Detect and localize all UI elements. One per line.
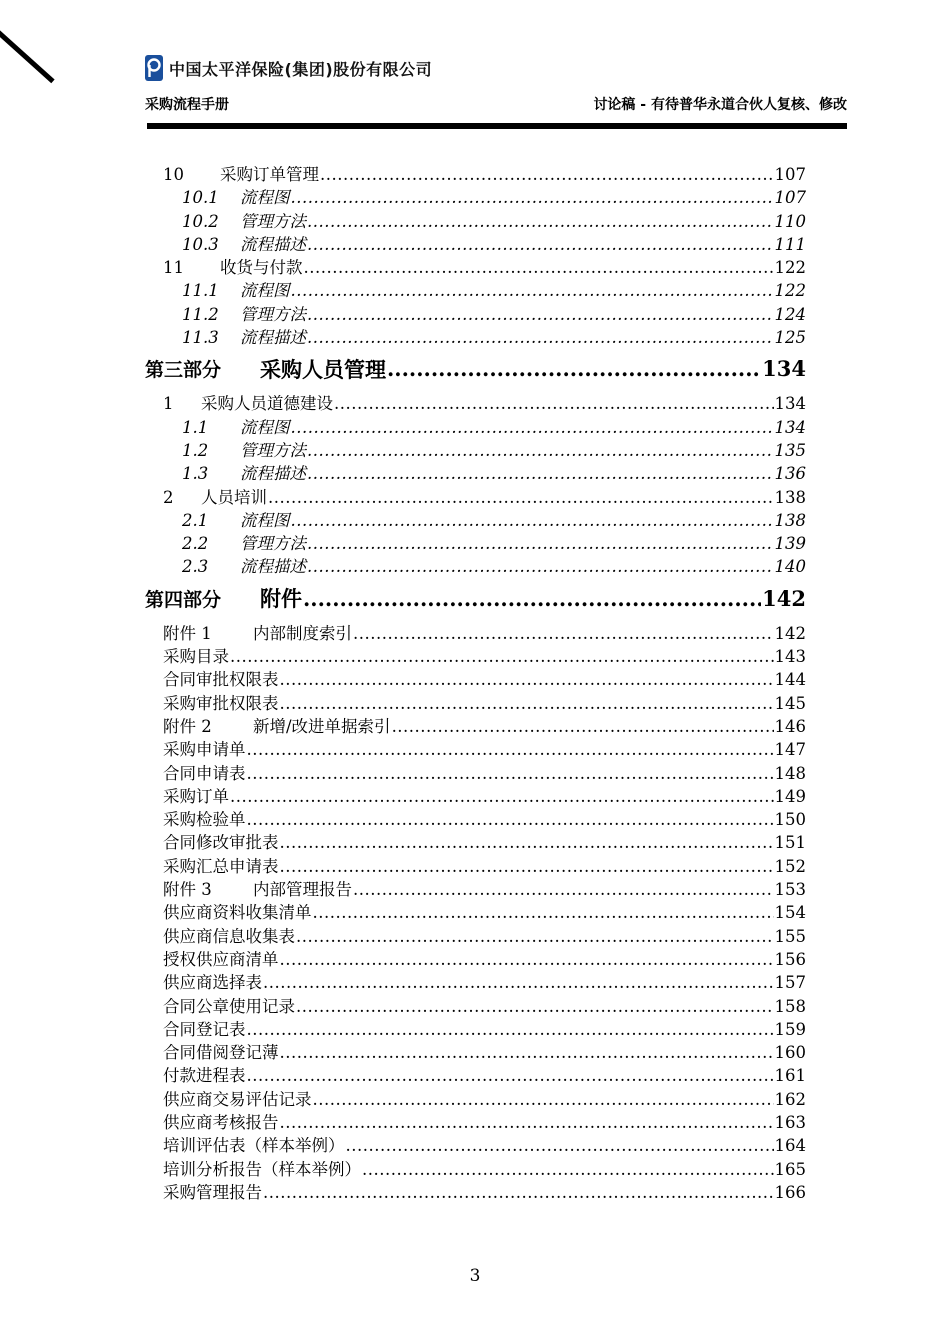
dot-leader	[263, 1183, 774, 1202]
toc-entry-page: 142	[774, 623, 806, 643]
toc-entry-title: 流程图	[240, 281, 290, 301]
dot-leader	[307, 441, 774, 460]
dot-leader	[362, 1160, 774, 1179]
toc-entry-title: 管理方法	[240, 440, 306, 460]
toc-entry-title: 流程图	[240, 417, 290, 437]
dot-leader	[268, 488, 774, 507]
dot-leader	[392, 717, 774, 736]
toc-entry-title: 付款进程表	[163, 1066, 246, 1086]
toc-entry-number: 2.1	[182, 510, 209, 530]
dot-leader	[280, 694, 774, 713]
toc-entry[interactable]	[145, 923, 806, 946]
dot-leader	[307, 534, 774, 553]
toc-entry-page: 110	[774, 211, 806, 231]
toc-entry[interactable]	[145, 1016, 806, 1039]
toc-entry[interactable]	[145, 806, 806, 829]
toc-entry[interactable]	[145, 390, 806, 413]
toc-entry-page: 134	[774, 417, 806, 437]
toc-entry-title: 合同登记表	[163, 1019, 246, 1039]
toc-entry-title: 采购审批权限表	[163, 693, 279, 713]
toc-entry-page: 139	[774, 534, 806, 554]
dot-leader	[280, 1043, 774, 1062]
toc-entry-title: 合同审批权限表	[163, 670, 279, 690]
toc-entry-page: 154	[774, 903, 806, 923]
toc-entry-page: 156	[774, 949, 806, 969]
toc-entry[interactable]	[145, 507, 806, 530]
toc-entry-number: 2.2	[182, 534, 209, 554]
toc-entry-page: 135	[774, 440, 806, 460]
toc-entry-page: 158	[774, 996, 806, 1016]
toc-entry[interactable]	[145, 1132, 806, 1155]
toc-entry[interactable]	[145, 301, 806, 324]
toc-entry[interactable]	[145, 620, 806, 643]
toc-entry[interactable]	[145, 277, 806, 300]
dot-leader	[307, 464, 774, 483]
dot-leader	[291, 511, 774, 530]
toc-entry-title: 流程描述	[240, 234, 306, 254]
dot-leader	[307, 557, 774, 576]
toc-entry-page: 164	[774, 1136, 806, 1156]
toc-entry-page: 124	[774, 304, 806, 324]
toc-entry[interactable]	[145, 324, 806, 347]
toc-entry[interactable]	[145, 853, 806, 876]
toc-entry-page: 151	[774, 833, 806, 853]
toc-entry-title: 供应商信息收集表	[163, 926, 295, 946]
toc-entry-title: 合同申请表	[163, 763, 246, 783]
toc-entry-title: 内部管理报告	[253, 880, 352, 900]
toc-entry-number: 1.2	[182, 440, 209, 460]
toc-entry[interactable]	[145, 254, 806, 277]
toc-entry-number: 11.3	[182, 328, 219, 348]
toc-entry-page: 134	[762, 356, 806, 382]
toc-entry-title: 流程图	[240, 188, 290, 208]
toc-entry-page: 152	[774, 856, 806, 876]
toc-entry-title: 供应商交易评估记录	[163, 1089, 312, 1109]
toc-entry[interactable]	[145, 1156, 806, 1179]
toc-entry-number: 10.1	[182, 188, 219, 208]
toc-entry-page: 134	[774, 394, 806, 414]
toc-entry-title: 培训分析报告（样本举例）	[163, 1159, 361, 1179]
toc-entry-page: 138	[774, 510, 806, 530]
dot-leader	[303, 586, 761, 611]
toc-entry-page: 166	[774, 1182, 806, 1202]
dot-leader	[247, 740, 774, 759]
page-number: 3	[469, 1266, 481, 1286]
toc-entry-number: 第三部分	[145, 359, 222, 382]
toc-entry-page: 150	[774, 810, 806, 830]
toc-entry[interactable]	[145, 760, 806, 783]
dot-leader	[280, 1113, 774, 1132]
toc-entry[interactable]	[145, 969, 806, 992]
dot-leader	[387, 356, 761, 381]
toc-entry[interactable]	[145, 553, 806, 576]
dot-leader	[320, 165, 774, 184]
toc-entry-title: 收货与付款	[220, 258, 303, 278]
header-rule	[147, 123, 847, 129]
toc-entry-title: 合同修改审批表	[163, 833, 279, 853]
toc-entry-title: 流程描述	[240, 328, 306, 348]
toc-entry-title: 附件	[260, 587, 302, 612]
toc-entry-number: 1.3	[182, 464, 209, 484]
toc-entry[interactable]	[145, 184, 806, 207]
toc-entry-page: 163	[774, 1112, 806, 1132]
toc-entry[interactable]	[145, 530, 806, 553]
dot-leader	[307, 328, 774, 347]
dot-leader	[263, 973, 774, 992]
toc-entry-page: 122	[774, 258, 806, 278]
toc-entry-number: 10.2	[182, 211, 219, 231]
toc-entry-title: 采购管理报告	[163, 1182, 262, 1202]
toc-entry[interactable]	[145, 1039, 806, 1062]
dot-leader	[313, 903, 774, 922]
toc-entry-page: 142	[762, 585, 806, 611]
dot-leader	[280, 670, 774, 689]
toc-entry[interactable]	[145, 437, 806, 460]
toc-entry-title: 管理方法	[240, 304, 306, 324]
toc-entry[interactable]	[145, 484, 806, 507]
dot-leader	[307, 235, 774, 254]
toc-entry-page: 148	[774, 763, 806, 783]
toc-entry-page: 136	[774, 464, 806, 484]
toc-entry-page: 144	[774, 670, 806, 690]
toc-entry-page: 138	[774, 487, 806, 507]
dot-leader	[247, 1066, 774, 1085]
toc-entry-page: 125	[774, 328, 806, 348]
dot-leader	[353, 880, 774, 899]
toc-entry[interactable]	[145, 993, 806, 1016]
toc-entry-page: 140	[774, 557, 806, 577]
toc-entry[interactable]	[145, 1179, 806, 1202]
toc-entry-page: 149	[774, 786, 806, 806]
dot-leader	[291, 418, 774, 437]
dot-leader	[280, 833, 774, 852]
toc-entry[interactable]	[145, 899, 806, 922]
toc-entry-page: 165	[774, 1159, 806, 1179]
dot-leader	[304, 258, 774, 277]
cpic-logo-icon	[145, 55, 163, 81]
table-of-contents	[145, 161, 806, 1202]
toc-entry-page: 143	[774, 647, 806, 667]
toc-entry[interactable]	[145, 208, 806, 231]
company-logo	[145, 52, 432, 84]
toc-entry-title: 采购人员管理	[260, 357, 386, 382]
toc-entry[interactable]	[145, 643, 806, 666]
toc-entry[interactable]	[145, 690, 806, 713]
dot-leader	[296, 997, 774, 1016]
toc-entry-page: 153	[774, 880, 806, 900]
toc-entry-page: 146	[774, 716, 806, 736]
toc-entry-number: 1.1	[182, 417, 209, 437]
dot-leader	[346, 1136, 774, 1155]
dot-leader	[307, 305, 774, 324]
toc-entry-title: 采购申请单	[163, 740, 246, 760]
toc-entry[interactable]	[145, 713, 806, 736]
toc-entry-title: 采购订单	[163, 786, 229, 806]
toc-entry[interactable]	[145, 580, 806, 617]
toc-entry-number: 11.2	[182, 304, 219, 324]
toc-entry-title: 流程图	[240, 510, 290, 530]
corner-mark	[0, 25, 55, 84]
dot-leader	[247, 1020, 774, 1039]
document-title: 采购流程手册	[145, 97, 229, 113]
toc-entry[interactable]	[145, 414, 806, 437]
dot-leader	[280, 950, 774, 969]
toc-entry-page: 160	[774, 1043, 806, 1063]
toc-entry[interactable]	[145, 783, 806, 806]
dot-leader	[247, 764, 774, 783]
toc-entry-page: 107	[774, 165, 806, 184]
toc-entry-title: 授权供应商清单	[163, 949, 279, 969]
toc-entry[interactable]	[145, 460, 806, 483]
toc-entry-title: 采购目录	[163, 647, 229, 667]
toc-entry[interactable]	[145, 350, 806, 387]
toc-entry-title: 采购检验单	[163, 810, 246, 830]
dot-leader	[230, 787, 774, 806]
toc-entry-page: 145	[774, 693, 806, 713]
toc-entry-title: 采购汇总申请表	[163, 856, 279, 876]
toc-entry[interactable]	[145, 666, 806, 689]
toc-entry-number: 10.3	[182, 234, 219, 254]
toc-entry-title: 管理方法	[240, 211, 306, 231]
toc-entry-number: 11	[163, 258, 184, 278]
dot-leader	[307, 212, 774, 231]
toc-entry-title: 合同借阅登记薄	[163, 1043, 279, 1063]
toc-entry-page: 161	[774, 1066, 806, 1086]
toc-entry-title: 流程描述	[240, 557, 306, 577]
dot-leader	[313, 1090, 774, 1109]
toc-entry[interactable]	[145, 736, 806, 759]
toc-entry-number: 1	[163, 394, 174, 414]
dot-leader	[296, 927, 774, 946]
toc-entry-number: 附件 1	[163, 623, 212, 643]
toc-entry-title: 采购人员道德建设	[201, 394, 333, 414]
toc-entry-title: 人员培训	[201, 487, 267, 507]
toc-entry-title: 供应商资料收集清单	[163, 903, 312, 923]
toc-entry-page: 122	[774, 281, 806, 301]
toc-entry-page: 157	[774, 973, 806, 993]
toc-entry-title: 供应商选择表	[163, 973, 262, 993]
toc-entry-title: 内部制度索引	[253, 623, 352, 643]
toc-entry-number: 附件 2	[163, 716, 212, 736]
toc-entry[interactable]	[145, 946, 806, 969]
dot-leader	[280, 857, 774, 876]
toc-entry[interactable]	[145, 829, 806, 852]
draft-note: 讨论稿 - 有待普华永道合伙人复核、修改	[593, 97, 847, 113]
toc-entry[interactable]	[145, 161, 806, 184]
toc-entry-number: 11.1	[182, 281, 219, 301]
toc-entry-page: 147	[774, 740, 806, 760]
toc-entry-page: 162	[774, 1089, 806, 1109]
toc-entry-page: 111	[774, 234, 806, 254]
toc-entry[interactable]	[145, 1086, 806, 1109]
toc-entry[interactable]	[145, 876, 806, 899]
toc-entry-title: 新增/改进单据索引	[253, 716, 391, 736]
toc-entry-number: 10	[163, 165, 184, 184]
toc-entry-number: 第四部分	[145, 588, 222, 611]
dot-leader	[291, 188, 774, 207]
toc-entry-number: 2	[163, 487, 174, 507]
toc-entry[interactable]	[145, 1062, 806, 1085]
toc-entry-page: 159	[774, 1019, 806, 1039]
toc-entry-title: 采购订单管理	[220, 165, 319, 184]
toc-entry[interactable]	[145, 1109, 806, 1132]
toc-entry-title: 供应商考核报告	[163, 1112, 279, 1132]
dot-leader	[247, 810, 774, 829]
toc-entry[interactable]	[145, 231, 806, 254]
company-name: 中国太平洋保险(集团)股份有限公司	[169, 59, 433, 79]
toc-entry-title: 管理方法	[240, 534, 306, 554]
toc-entry-number: 2.3	[182, 557, 209, 577]
toc-entry-title: 培训评估表（样本举例）	[163, 1136, 345, 1156]
toc-entry-number: 附件 3	[163, 880, 212, 900]
toc-entry-page: 155	[774, 926, 806, 946]
dot-leader	[230, 647, 774, 666]
toc-entry-page: 107	[774, 188, 806, 208]
toc-entry-title: 流程描述	[240, 464, 306, 484]
dot-leader	[291, 281, 774, 300]
dot-leader	[353, 624, 774, 643]
toc-entry-title: 合同公章使用记录	[163, 996, 295, 1016]
dot-leader	[334, 394, 774, 413]
